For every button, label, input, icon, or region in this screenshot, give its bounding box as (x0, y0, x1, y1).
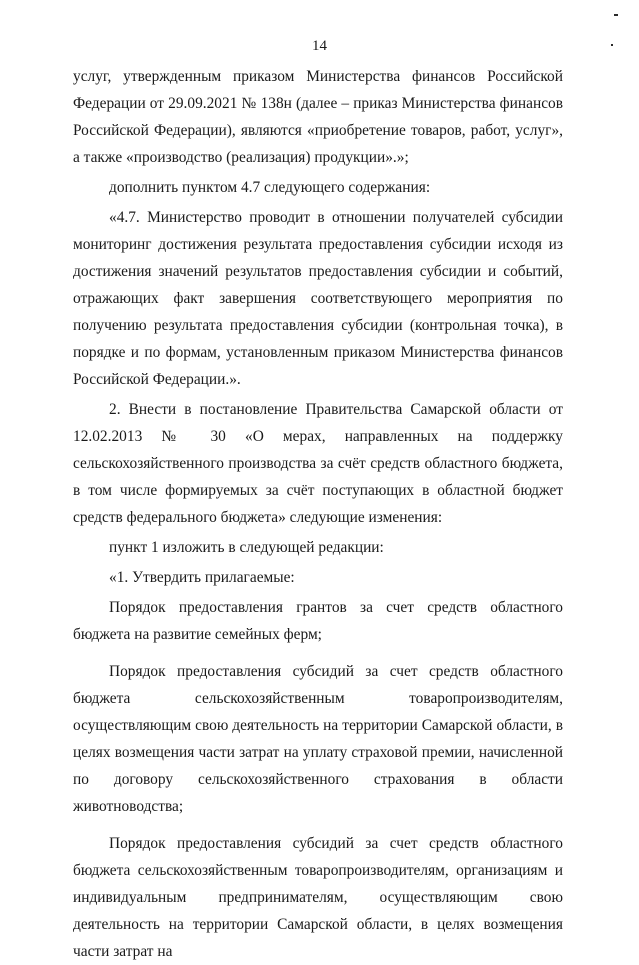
paragraph-add-point: дополнить пунктом 4.7 следующего содержания: (109, 179, 431, 196)
paragraph-point-1-edit: пункт 1 изложить в следующей редакции: (109, 539, 384, 556)
paragraph-insurance-order: Порядок предоставления субсидий за счет средств областного бюджета сельскохозяйственным товаропроизводителям, осуществляющим свою деятельность на территории Самарской области, в целях возмещения части затрат на уплату страховой премии, начисленной по договору сельскохозяйственного страхования в области животноводства; (73, 663, 563, 815)
scan-mark-top-right (614, 14, 618, 16)
paragraph-approve: «1. Утвердить прилагаемые: (109, 569, 295, 586)
page-number: 14 (312, 38, 327, 54)
paragraph-item-2: 2. Внести в постановление Правительства Самарской области от 12.02.2013 № 30 «О мерах, направленных на поддержку сельскохозяйственного производства за счёт средств областного бюджета, в том числе формируемых за счёт поступающих в областной бюджет средств федерального бюджета» следующие изменения: (73, 401, 563, 526)
document-body (73, 63, 563, 965)
paragraph-point-4-7: «4.7. Министерство проводит в отношении получателей субсидии мониторинг достижения результата предоставления субсидии исходя из достижения значений результатов предоставления субсидии и событий, отражающих факт завершения соответствующего мероприятия по получению результата предоставления субсидии (контрольная точка), в порядке и по формам, установленным приказом Министерства финансов Российской Федерации.». (73, 209, 563, 388)
paragraph-subsidy-order: Порядок предоставления субсидий за счет средств областного бюджета сельскохозяйственным товаропроизводителям, организациям и индивидуальным предпринимателям, осуществляющим свою деятельность на территории Самарской области, в целях возмещения части затрат на (73, 835, 563, 960)
paragraph-continuation: услуг, утвержденным приказом Министерства финансов Российской Федерации от 29.09.2021 № 138н (далее – приказ Министерства финансов Российской Федерации), являются «приобретение товаров, работ, услуг», а также «производство (реализация) продукции».»; (73, 68, 563, 166)
paragraph-grants-order: Порядок предоставления грантов за счет средств областного бюджета на развитие семейных ферм; (73, 599, 563, 643)
